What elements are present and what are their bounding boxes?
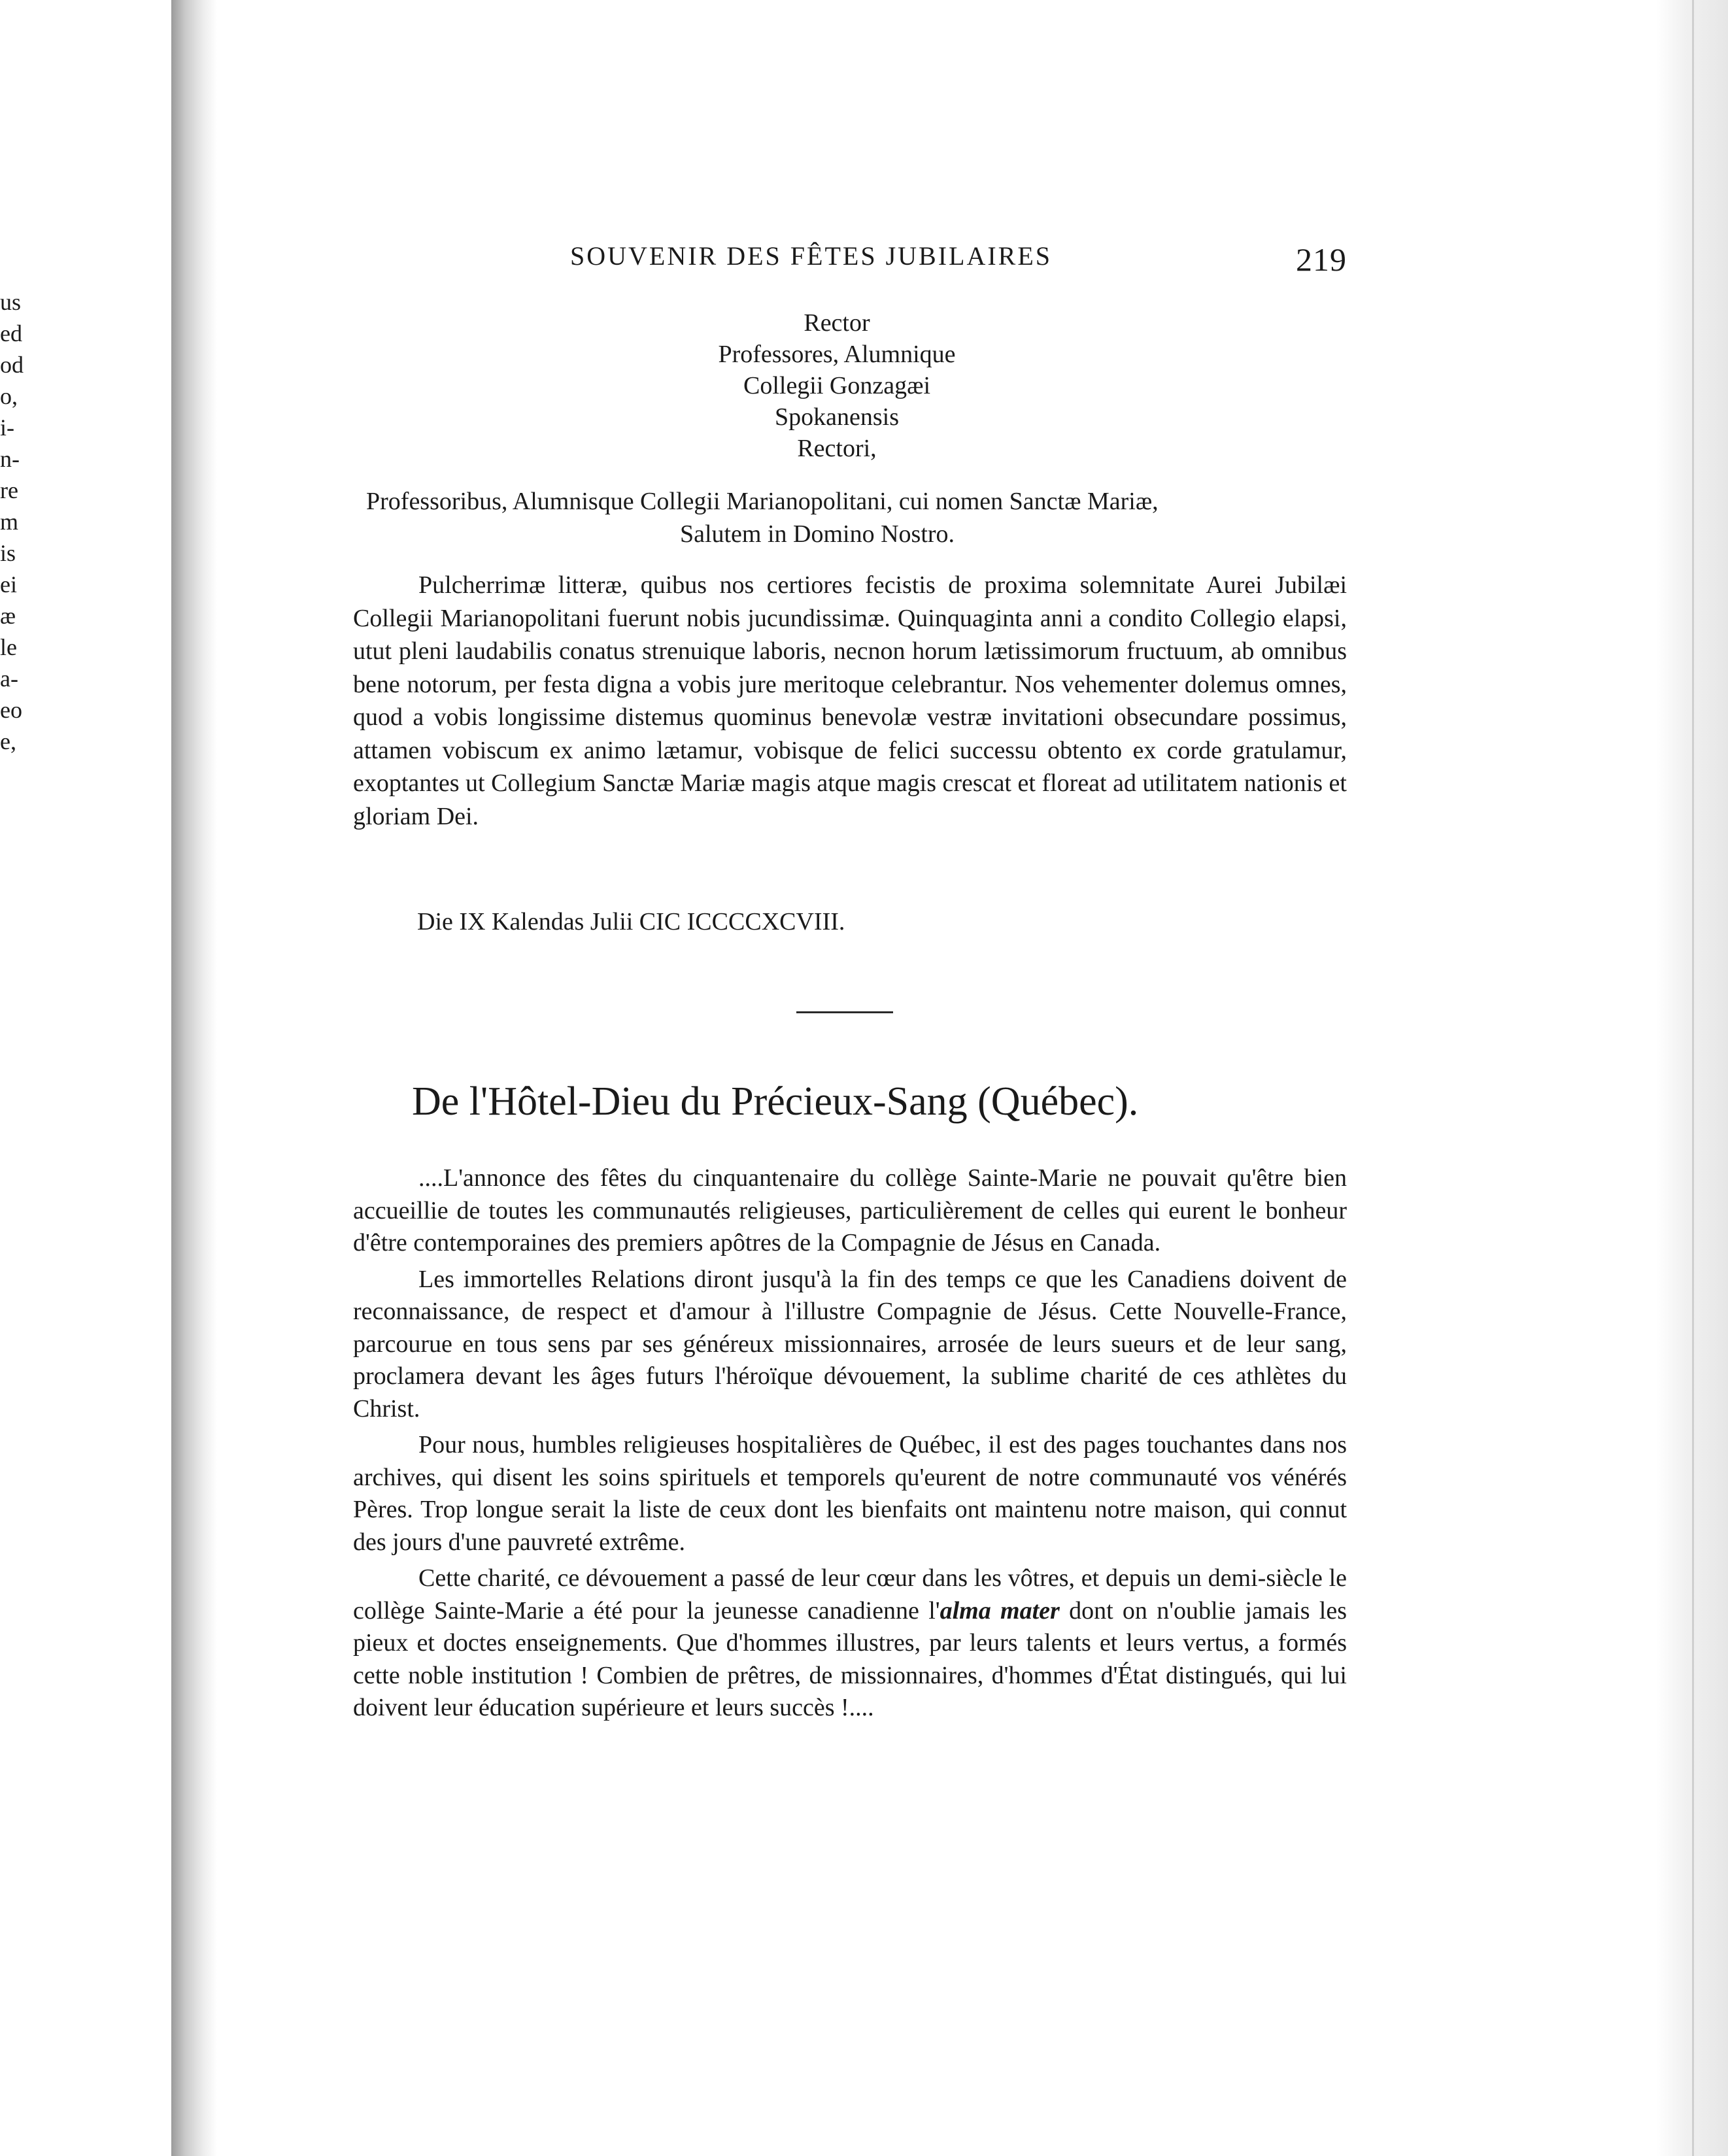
facing-fragment: e, — [0, 728, 16, 754]
section-title: De l'Hôtel-Dieu du Précieux-Sang (Québec). — [412, 1079, 1139, 1124]
facing-fragment: æ — [0, 603, 16, 629]
facing-fragment: a- — [0, 665, 18, 692]
body-paragraph: Pour nous, humbles religieuses hospitalières de Québec, il est des pages touchantes dans nos archives, qui disent les soins spirituels et temporels qu'eurent de notre communauté vos vénérés Pères. Trop longue serait la liste de ceux dont les bienfaits ont maintenu notre maison, qui connut des jours d'une pauvreté extrême. — [353, 1431, 1347, 1556]
body-paragraph: Les immortelles Relations diront jusqu'à la fin des temps ce que les Canadiens doivent de reconnaissance, de respect et d'amour à l'illustre Compagnie de Jésus. Cette Nouvelle-France, parcourue en tous sens par ses généreux missionnaires, arrosée de leurs sueurs et de leur sang, proclamera devant les âges futurs l'héroïque dévouement, la sublime charité de ces athlètes du Christ. — [353, 1265, 1347, 1423]
paragraph-text: Cette charité, ce dévouement a passé de leur cœur dans les vôtres, et depuis un demi-siècle le collège Sainte-Marie a été pour la jeunesse canadienne l' — [353, 1564, 1347, 1625]
latin-letter-body: Pulcherrimæ litteræ, quibus nos certiores fecistis de proxima solemnitate Aurei Jubilæi Collegii Marianopolitani fuerunt nobis jucundissimæ. Quinquaginta anni a condito Collegio elapsi, utut pleni laudabilis conatus strenuique laboris, necnon horum lætissimorum fructuum, ab omnibus bene notorum, per festa digna a vobis jure meritoque celebrantur. Nos vehementer dolemus omnes, quod a vobis longissime distemus quominus benevolæ vestræ invitationi obsecundare possimus, attamen vobiscum ex animo lætamur, vobisque de felici successu obtento ex corde gratulamur, exoptantes ut Collegium Sanctæ Mariæ magis atque magis crescat et floreat ad utilitatem nationis et gloriam Dei. — [353, 571, 1347, 830]
body-paragraph: ....L'annonce des fêtes du cinquantenaire du collège Sainte-Marie ne pouvait qu'être bien accueillie de toutes les communautés religieuses, particulièrement de celles qui eurent le bonheur d'être contemporaines des premiers apôtres de la Compagnie de Jésus en Canada. — [353, 1164, 1347, 1256]
facing-fragment: o, — [0, 383, 18, 409]
facing-page-margin — [0, 0, 171, 2156]
section-separator-rule — [796, 1011, 893, 1013]
running-head — [327, 241, 1347, 280]
page-edge-line — [1692, 0, 1694, 2156]
running-title: SOUVENIR DES FÊTES JUBILAIRES — [570, 241, 1053, 271]
address-line: Professores, Alumnique — [718, 341, 956, 368]
address-line: Rector — [804, 309, 870, 337]
page-number: 219 — [1296, 241, 1347, 278]
facing-fragment: eo — [0, 697, 22, 723]
address-line: Rectori, — [797, 435, 877, 462]
facing-fragment: m — [0, 509, 19, 535]
facing-fragment: i- — [0, 414, 14, 441]
body-paragraph — [353, 1562, 1347, 1725]
facing-fragment: ei — [0, 571, 17, 598]
facing-fragment: ed — [0, 320, 22, 346]
letter-address-block — [327, 307, 1347, 464]
address-line: Spokanensis — [775, 403, 899, 431]
book-page — [327, 0, 1347, 2156]
facing-page-text-fragments — [0, 286, 39, 757]
italic-phrase: alma mater — [940, 1596, 1060, 1625]
letter-salutation — [366, 485, 1347, 550]
facing-fragment: is — [0, 540, 16, 566]
paragraph-text: dont on n'oublie jamais les pieux et doctes enseignements. Que d'hommes illustres, par leurs talents et leurs vertus, a formés cette noble institution ! Combien de prêtres, de missionnaires, d'hommes d'État distingués, qui lui doivent leur éducation supérieure et leurs succès !.... — [353, 1596, 1347, 1721]
address-line: Collegii Gonzagæi — [743, 372, 931, 399]
facing-fragment: n- — [0, 446, 20, 472]
salutation-recipients: Professoribus, Alumnisque Collegii Marianopolitani, cui nomen Sanctæ Mariæ, — [366, 488, 1159, 515]
salutation-greeting: Salutem in Domino Nostro. — [679, 520, 955, 548]
facing-fragment: od — [0, 352, 24, 378]
book-binding-shadow — [171, 0, 217, 2156]
letter-dateline: Die IX Kalendas Julii CIC ICCCCXCVIII. — [417, 908, 845, 935]
facing-fragment: us — [0, 289, 22, 315]
section-body — [353, 1162, 1347, 1728]
page-edge — [1656, 0, 1728, 2156]
facing-fragment: re — [0, 477, 18, 503]
facing-fragment: le — [0, 634, 17, 660]
